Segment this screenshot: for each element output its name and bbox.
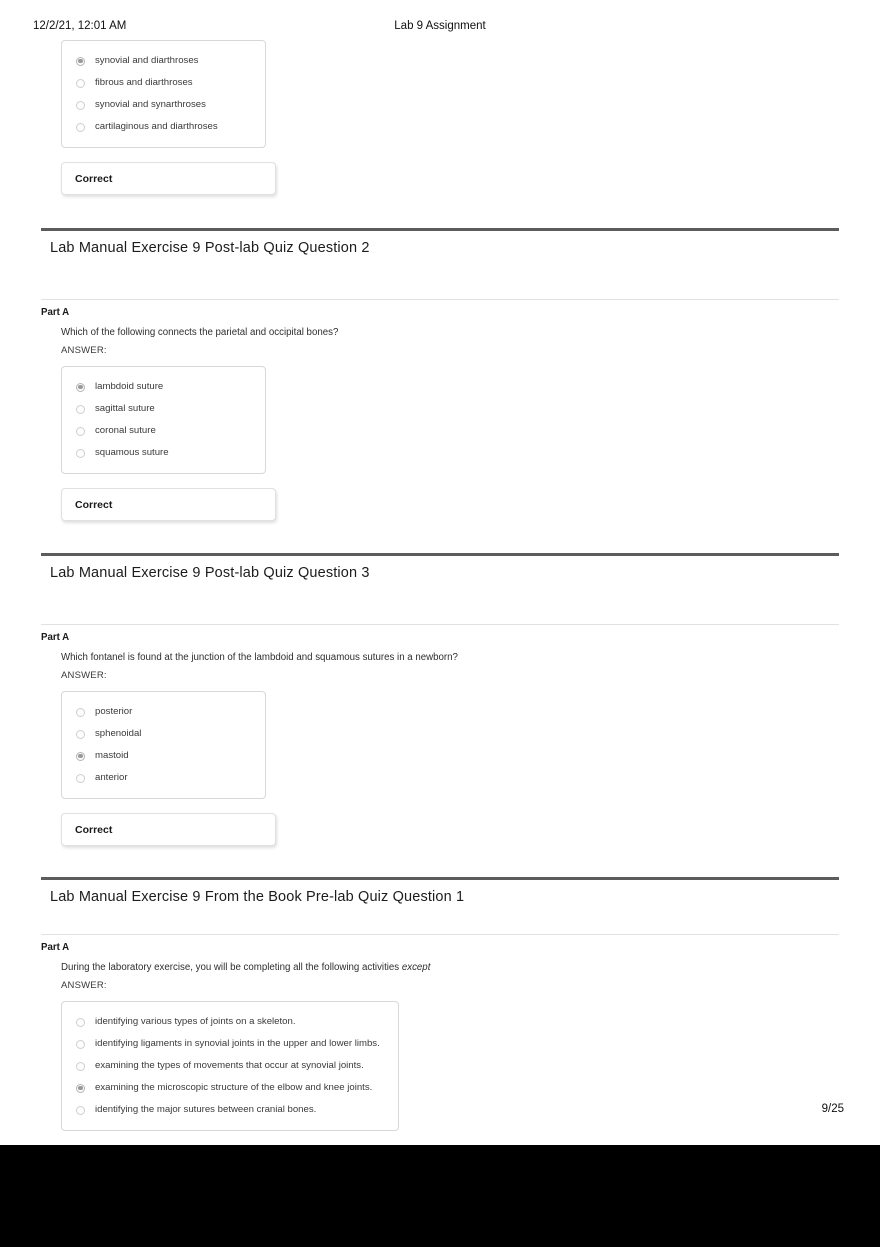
answer-option-row[interactable] bbox=[62, 442, 265, 464]
answer-option-row[interactable] bbox=[62, 376, 265, 398]
question-prompt: Which fontanel is found at the junction of the lambdoid and squamous sutures in a newborn? bbox=[61, 652, 458, 663]
question-block-2 bbox=[0, 228, 880, 521]
radio-button-icon[interactable] bbox=[76, 1106, 85, 1115]
answer-option-label: examining the types of movements that occur at synovial joints. bbox=[95, 1060, 364, 1071]
answer-option-label: examining the microscopic structure of the elbow and knee joints. bbox=[95, 1082, 373, 1093]
answer-option-label: anterior bbox=[95, 772, 128, 783]
answer-option-label: fibrous and diarthroses bbox=[95, 77, 193, 88]
radio-button-icon[interactable] bbox=[76, 1062, 85, 1071]
radio-button-icon[interactable] bbox=[76, 774, 85, 783]
question-title: Lab Manual Exercise 9 From the Book Pre-lab Quiz Question 1 bbox=[50, 889, 465, 905]
answer-option-label: cartilaginous and diarthroses bbox=[95, 121, 218, 132]
feedback-correct-label: Correct bbox=[75, 498, 113, 511]
answer-option-label: lambdoid suture bbox=[95, 381, 164, 392]
radio-button-icon[interactable] bbox=[76, 708, 85, 717]
answer-options-card bbox=[61, 40, 266, 148]
radio-button-icon[interactable] bbox=[76, 427, 85, 436]
answer-option-row[interactable] bbox=[62, 398, 265, 420]
radio-button-icon[interactable] bbox=[76, 730, 85, 739]
question-title: Lab Manual Exercise 9 Post-lab Quiz Question 2 bbox=[50, 240, 370, 256]
question-prompt: During the laboratory exercise, you will be completing all the following activities except bbox=[61, 962, 431, 973]
header-date: 12/2/21, 12:01 AM bbox=[33, 20, 127, 32]
answer-option-row[interactable] bbox=[62, 745, 265, 767]
answer-option-label: coronal suture bbox=[95, 425, 156, 436]
radio-button-icon[interactable] bbox=[76, 101, 85, 110]
radio-button-selected-icon[interactable] bbox=[76, 1084, 85, 1093]
answer-option-row[interactable] bbox=[62, 1011, 398, 1033]
radio-button-selected-icon[interactable] bbox=[76, 383, 85, 392]
answer-options-card bbox=[61, 366, 266, 474]
answer-option-label: posterior bbox=[95, 706, 133, 717]
question-prompt: Which of the following connects the parietal and occipital bones? bbox=[61, 327, 339, 338]
answer-label: ANSWER: bbox=[61, 345, 107, 356]
answer-label: ANSWER: bbox=[61, 670, 107, 681]
answer-option-row[interactable] bbox=[62, 723, 265, 745]
part-divider bbox=[41, 934, 839, 935]
section-divider bbox=[41, 228, 839, 231]
question-block-3 bbox=[0, 553, 880, 846]
radio-button-icon[interactable] bbox=[76, 79, 85, 88]
answer-option-row[interactable] bbox=[62, 701, 265, 723]
document-header bbox=[0, 20, 880, 38]
question-prompt-emphasis: except bbox=[401, 962, 431, 973]
answer-option-row[interactable] bbox=[62, 1055, 398, 1077]
answer-option-row[interactable] bbox=[62, 1099, 398, 1121]
feedback-correct-label: Correct bbox=[75, 823, 113, 836]
answer-option-label: identifying ligaments in synovial joints in the upper and lower limbs. bbox=[95, 1038, 380, 1049]
answer-option-label: squamous suture bbox=[95, 447, 169, 458]
answer-option-row[interactable] bbox=[62, 116, 265, 138]
answer-option-label: sphenoidal bbox=[95, 728, 142, 739]
part-label: Part A bbox=[41, 632, 70, 643]
answer-option-label: mastoid bbox=[95, 750, 129, 761]
answer-option-label: sagittal suture bbox=[95, 403, 155, 414]
answer-option-row[interactable] bbox=[62, 94, 265, 116]
radio-button-icon[interactable] bbox=[76, 1018, 85, 1027]
question-block-prelab-1 bbox=[0, 877, 880, 1178]
radio-button-icon[interactable] bbox=[76, 123, 85, 132]
feedback-correct-banner bbox=[61, 162, 276, 195]
answer-option-label: identifying various types of joints on a skeleton. bbox=[95, 1016, 296, 1027]
answer-label: ANSWER: bbox=[61, 980, 107, 991]
answer-option-row[interactable] bbox=[62, 1077, 398, 1099]
section-divider bbox=[41, 553, 839, 556]
part-divider bbox=[41, 624, 839, 625]
answer-options-card bbox=[61, 691, 266, 799]
question-block-continued bbox=[0, 40, 880, 195]
section-divider bbox=[41, 877, 839, 880]
feedback-correct-banner bbox=[61, 488, 276, 521]
answer-option-row[interactable] bbox=[62, 50, 265, 72]
answer-option-row[interactable] bbox=[62, 72, 265, 94]
answer-option-row[interactable] bbox=[62, 420, 265, 442]
radio-button-selected-icon[interactable] bbox=[76, 57, 85, 66]
radio-button-icon[interactable] bbox=[76, 1040, 85, 1049]
part-label: Part A bbox=[41, 942, 70, 953]
header-title: Lab 9 Assignment bbox=[394, 20, 486, 32]
answer-option-label: synovial and diarthroses bbox=[95, 55, 199, 66]
radio-button-selected-icon[interactable] bbox=[76, 752, 85, 761]
radio-button-icon[interactable] bbox=[76, 449, 85, 458]
answer-option-label: synovial and synarthroses bbox=[95, 99, 206, 110]
part-divider bbox=[41, 299, 839, 300]
question-title: Lab Manual Exercise 9 Post-lab Quiz Question 3 bbox=[50, 565, 370, 581]
answer-option-row[interactable] bbox=[62, 1033, 398, 1055]
part-label: Part A bbox=[41, 307, 70, 318]
radio-button-icon[interactable] bbox=[76, 405, 85, 414]
feedback-correct-banner bbox=[61, 813, 276, 846]
page-content bbox=[0, 40, 880, 1178]
answer-option-label: identifying the major sutures between cranial bones. bbox=[95, 1104, 317, 1115]
answer-option-row[interactable] bbox=[62, 767, 265, 789]
feedback-correct-label: Correct bbox=[75, 172, 113, 185]
bottom-black-band bbox=[0, 1145, 880, 1247]
answer-options-card bbox=[61, 1001, 399, 1131]
page-number: 9/25 bbox=[821, 1103, 844, 1115]
